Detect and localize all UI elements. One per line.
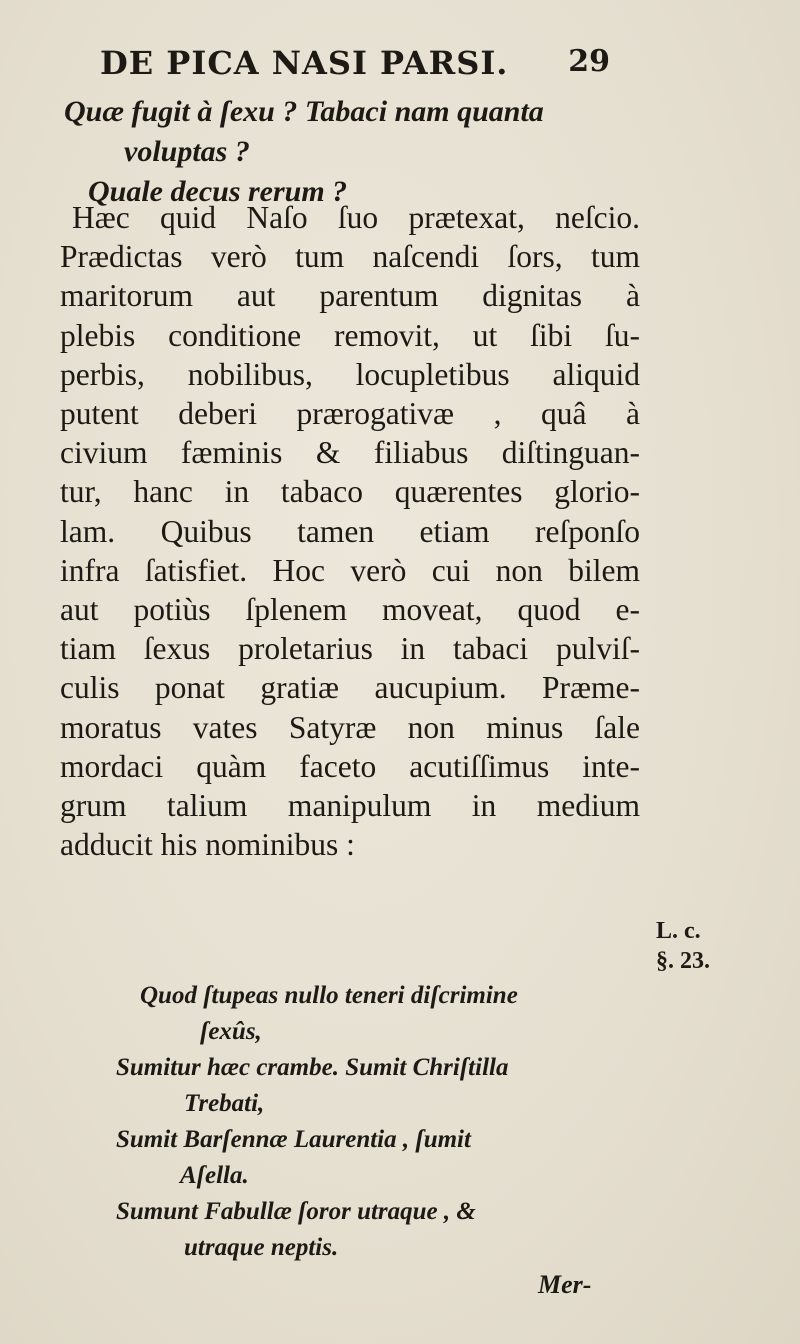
running-head-title: DE PICA NASI PARSI. bbox=[100, 44, 509, 82]
verse-line: Sumitur hæc crambe. Sumit Chriſtilla bbox=[116, 1054, 509, 1081]
prose-line: lam. Quibus tamen etiam reſponſo bbox=[60, 513, 640, 549]
prose-line: mordaci quàm faceto acutiſſimus inte- bbox=[60, 748, 640, 784]
verse-line: utraque neptis. bbox=[184, 1234, 339, 1261]
verse-line: Sumunt Fabullæ ſoror utraque , & bbox=[116, 1198, 476, 1225]
prose-line: plebis conditione removit, ut ſibi ſu- bbox=[60, 317, 640, 353]
prose-line: Prædictas verò tum naſcendi ſors, tum bbox=[60, 239, 640, 275]
prose-line: perbis, nobilibus, locupletibus aliquid bbox=[60, 356, 640, 392]
prose-paragraph bbox=[60, 198, 640, 864]
catchword: Mer- bbox=[538, 1270, 592, 1299]
prose-line: aut potiùs ſplenem moveat, quod e- bbox=[60, 592, 640, 628]
verse-line: Sumit Barſennæ Laurentia , ſumit bbox=[116, 1126, 471, 1153]
verse-line: voluptas ? bbox=[124, 135, 250, 168]
prose-line: infra ſatisfiet. Hoc verò cui non bilem bbox=[60, 552, 640, 588]
prose-line: civium fæminis & filiabus diſtinguan- bbox=[60, 435, 640, 471]
prose-line: tur, hanc in tabaco quærentes glorio- bbox=[60, 474, 640, 510]
verse-line: Trebati, bbox=[184, 1090, 265, 1117]
prose-line: putent deberi prærogativæ , quâ à bbox=[60, 396, 640, 432]
marginal-note bbox=[656, 916, 710, 976]
verse-quotation-top bbox=[60, 92, 544, 212]
prose-line: maritorum aut parentum dignitas à bbox=[60, 278, 640, 314]
verse-line: Quale decus rerum ? bbox=[88, 175, 348, 208]
page-number: 29 bbox=[568, 44, 610, 79]
marginal-note-line: §. 23. bbox=[656, 948, 710, 974]
prose-line: tiam ſexus proletarius in tabaci pulviſ- bbox=[60, 631, 640, 667]
verse-line: Aſella. bbox=[180, 1162, 249, 1189]
verse-quotation-bottom bbox=[116, 978, 518, 1266]
running-head bbox=[100, 44, 610, 84]
marginal-note-line: L. c. bbox=[656, 918, 701, 944]
verse-line: ſexûs, bbox=[200, 1018, 262, 1045]
prose-line: culis ponat gratiæ aucupium. Præme- bbox=[60, 670, 640, 706]
prose-line: Hæc quid Naſo ſuo prætexat, neſcio. bbox=[72, 200, 640, 235]
prose-line: adducit his nominibus : bbox=[60, 827, 355, 863]
verse-line: Quod ſtupeas nullo teneri diſcrimine bbox=[140, 982, 518, 1009]
prose-line: grum talium manipulum in medium bbox=[60, 788, 640, 824]
verse-line: Quæ fugit à ſexu ? Tabaci nam quanta bbox=[64, 95, 544, 128]
prose-line: moratus vates Satyræ non minus ſale bbox=[60, 709, 640, 745]
